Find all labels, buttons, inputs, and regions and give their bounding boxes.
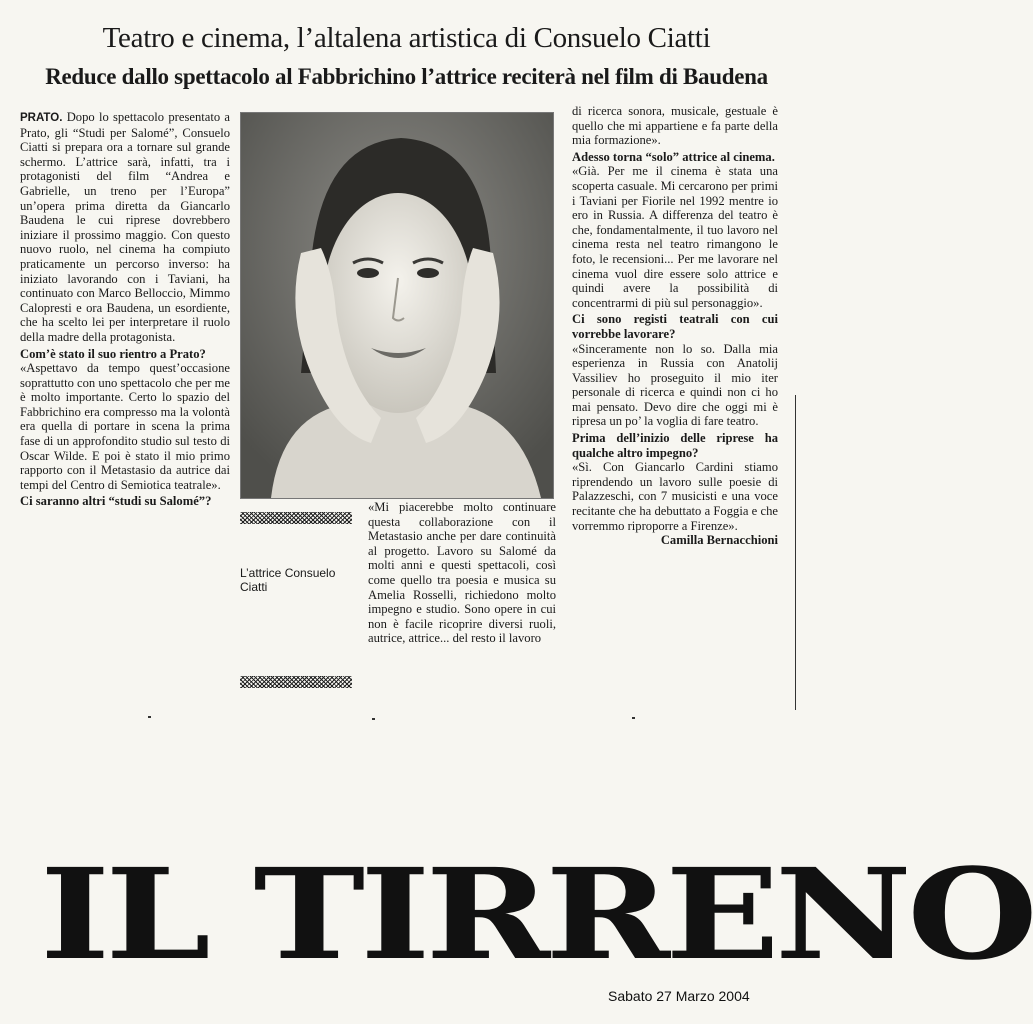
article-column-4 (572, 104, 778, 548)
paragraph: «Sì. Con Giancarlo Cardini stiamo riprendendo un lavoro sulle poesie di Palazzeschi, con 7 musicisti e una voce recitante che ha debuttato a Foggia e che vorremmo riproporre a Firenze». (572, 460, 778, 533)
article-headline: Teatro e cinema, l’altalena artistica di Consuelo Ciatti (102, 22, 711, 54)
paragraph: di ricerca sonora, musicale, gestuale è quello che mi appartiene e fa parte della mia formazione». (572, 104, 778, 148)
print-speck (372, 718, 375, 720)
article-column-3 (368, 500, 556, 646)
dateline: PRATO. (20, 112, 63, 124)
issue-date: Sabato 27 Marzo 2004 (608, 988, 750, 1004)
paragraph: «Mi piacerebbe molto continuare questa collaborazione con il Metastasio anche per dare continuità al progetto. Lavoro su Salomé da molti anni e questi spettacoli, così come quello tra poesia e musica su Amelia Rosselli, richiedono molto impegno e studio. Sono opere in cui non è facile ricoprire diversi ruoli, autrice, attrice... del resto il lavoro (368, 500, 556, 646)
print-speck (632, 717, 635, 719)
dither-rule-decoration (240, 512, 352, 524)
interview-question: Adesso torna “solo” attrice al cinema. (572, 149, 775, 164)
paragraph (20, 110, 230, 345)
column-rule (795, 395, 796, 710)
article-column-1 (20, 110, 230, 509)
interview-question: Ci sono registi teatrali con cui vorrebbe lavorare? (572, 312, 778, 341)
interview-question: Prima dell’inizio delle riprese ha qualche altro impegno? (572, 431, 778, 460)
article-subheadline: Reduce dallo spettacolo al Fabbrichino l’attrice reciterà nel film di Baudena (45, 64, 768, 89)
paragraph: «Sinceramente non lo so. Dalla mia esperienza in Russia con Anatolij Vassiliev ho proseguito il mio iter personale di ricerca e quindi non ci ho mai pensato. Devo dire che oggi mi è ripresa un po’ la voglia di fare teatro. (572, 341, 778, 429)
paragraph: «Già. Per me il cinema è stata una scoperta casuale. Mi cercarono per primi i Taviani per Fiorile nel 1992 mentre io ero in Russia. A differenza del teatro è che, fondamentalmente, il tuo lavoro nel cinema resta nel teatro rimangono le foto, le recensioni... Per me lavorare nel cinema vuol dire essere solo attrice e quindi avere la possibilità di concentrarmi di più sul personaggio». (572, 164, 778, 310)
byline: Camilla Bernacchioni (660, 533, 778, 548)
print-speck (148, 716, 151, 718)
dither-rule-decoration (240, 676, 352, 688)
interview-question: Ci saranno altri “studi su Salomé”? (20, 494, 212, 509)
interview-question: Com’è stato il suo rientro a Prato? (20, 346, 206, 361)
paragraph-text: Dopo lo spettacolo presentato a Prato, gli “Studi per Salomé”, Consuelo Ciatti si prepara ora a tornare sul grande schermo. L’attrice sarà, infatti, tra i protagonisti del film “Andrea e Gabrielle, un treno per l’Europa” un’opera prima diretta da Giancarlo Baudena le cui riprese dovrebbero iniziare il prossimo maggio. Con questo nuovo ruolo, nel cinema ha compiuto praticamente un percorso inverso: ha iniziato lavorando con i Taviani, ha continuato con Marco Belloccio, Mimmo Calopresti e ora Baudena, un esordiente, che ha scelto lei per interpretare il ruolo della madre della protagonista. (20, 110, 230, 344)
photo-caption: L’attrice Consuelo Ciatti (240, 566, 336, 594)
portrait-photo (240, 112, 554, 499)
paragraph: «Aspettavo da tempo quest’occasione soprattutto con uno spettacolo che per me è molto importante. Certo lo spazio del Fabbrichino era compresso ma la volontà era quella di portare in scena la prima fase di un approfondito studio sul testo di Oscar Wilde. E poi è stato il mio primo rapporto con il Metastasio da autrice dai tempi del Centro di Semiotica teatrale». (20, 361, 230, 492)
newspaper-masthead: IL TIRRENO (40, 842, 1033, 988)
